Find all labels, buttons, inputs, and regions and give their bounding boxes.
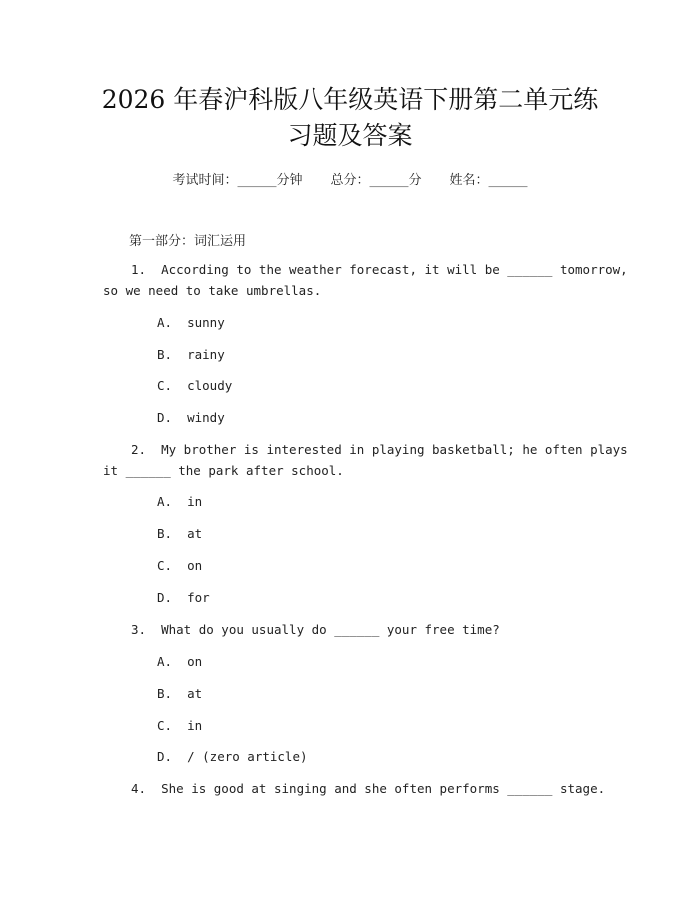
exam-time-field: 考试时间：______分钟 [172, 173, 303, 188]
question-1-option-c: C. cloudy [157, 378, 233, 393]
student-name-field: 姓名：______ [449, 173, 528, 188]
question-1-option-b: B. rainy [157, 347, 225, 362]
question-2-option-c: C. on [157, 558, 203, 573]
question-1-text-line-2: so we need to take umbrellas. [103, 283, 322, 298]
question-3-option-a: A. on [157, 654, 203, 669]
question-3-option-b: B. at [157, 686, 203, 701]
question-2-text-line-2: it ______ the park after school. [103, 463, 344, 478]
question-1-option-a: A. sunny [157, 315, 225, 330]
question-3-option-c: C. in [157, 718, 203, 733]
question-3-option-d: D. / (zero article) [157, 749, 308, 764]
section-title: 第一部分：词汇运用 [129, 234, 247, 249]
question-2-option-a: A. in [157, 494, 203, 509]
question-2-option-d: D. for [157, 590, 210, 605]
question-1-text-line-1: 1. According to the weather forecast, it will be ______ tomorrow, [131, 262, 628, 277]
question-3-text-line-1: 3. What do you usually do ______ your free time? [131, 622, 500, 637]
question-1-option-d: D. windy [157, 410, 225, 425]
question-2-text-line-1: 2. My brother is interested in playing basketball; he often plays [131, 442, 628, 457]
question-4-text-line-1: 4. She is good at singing and she often performs ______ stage. [131, 781, 606, 796]
exam-info-row [0, 169, 700, 188]
document-title-line-1: 2026 年春沪科版八年级英语下册第二单元练 [101, 85, 599, 114]
question-2-option-b: B. at [157, 526, 203, 541]
total-score-field: 总分：______分 [330, 173, 422, 188]
document-title-line-2: 习题及答案 [287, 121, 413, 150]
